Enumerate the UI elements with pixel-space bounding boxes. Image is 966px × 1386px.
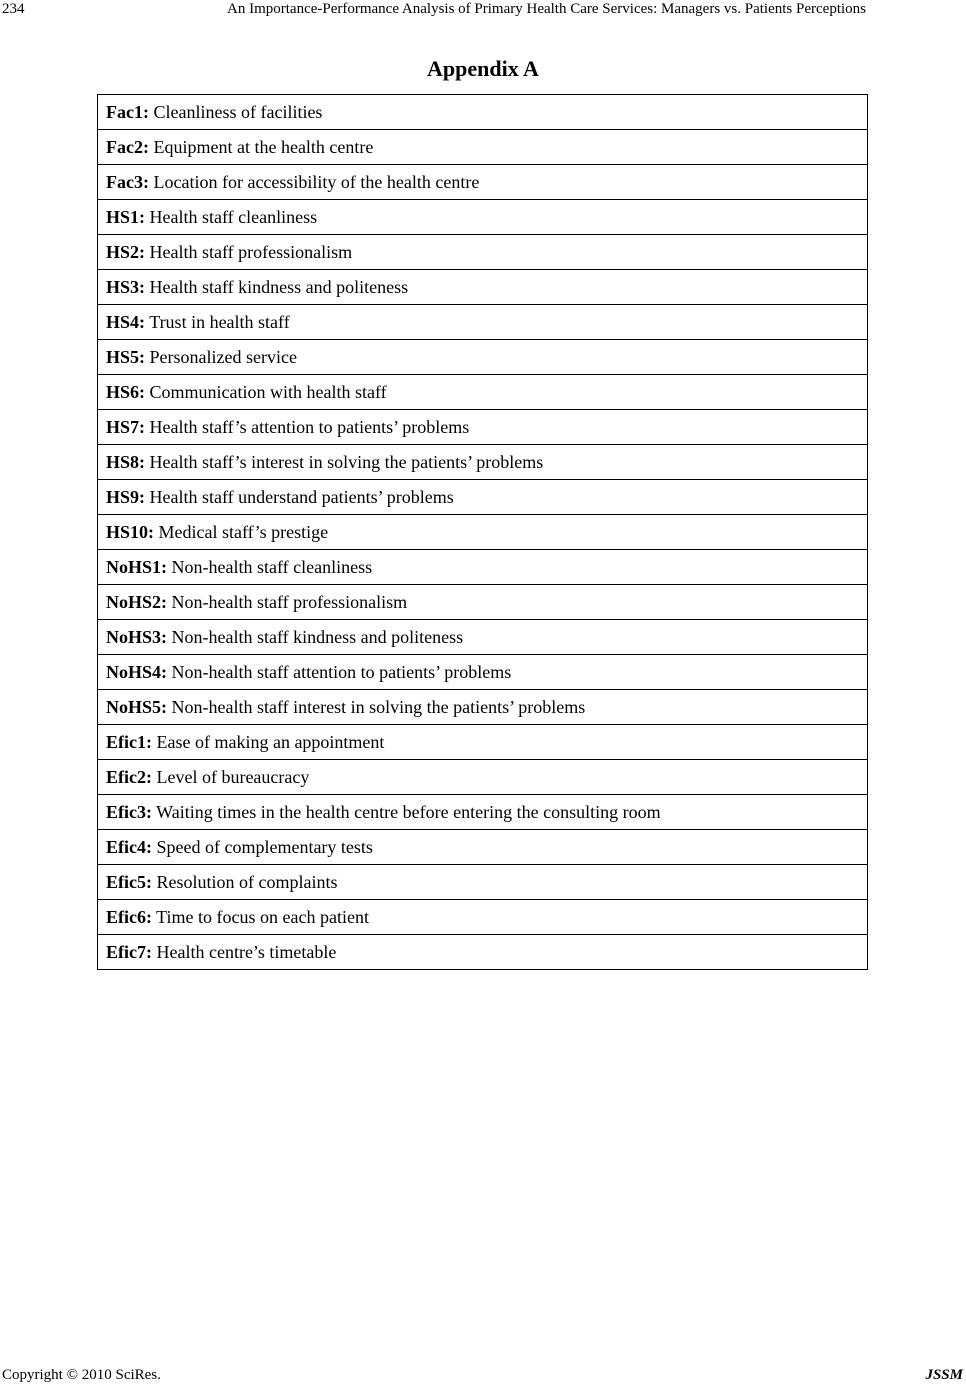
item-cell	[98, 200, 868, 235]
item-code: NoHS3:	[106, 627, 168, 647]
item-cell	[98, 795, 868, 830]
item-cell	[98, 830, 868, 865]
table-row	[98, 305, 868, 340]
item-cell	[98, 760, 868, 795]
item-table-body	[98, 95, 868, 970]
item-cell	[98, 620, 868, 655]
item-description: Trust in health staff	[149, 312, 290, 332]
table-row	[98, 235, 868, 270]
table-row	[98, 375, 868, 410]
table-row	[98, 200, 868, 235]
item-description: Personalized service	[149, 347, 297, 367]
table-row	[98, 935, 868, 970]
table-row	[98, 655, 868, 690]
table-row	[98, 725, 868, 760]
item-description: Non-health staff cleanliness	[171, 557, 373, 577]
item-code: HS5:	[106, 347, 146, 367]
item-description: Health centre’s timetable	[156, 942, 337, 962]
table-row	[98, 270, 868, 305]
item-cell	[98, 900, 868, 935]
footer-copyright: Copyright © 2010 SciRes.	[2, 1367, 161, 1383]
item-description: Cleanliness of facilities	[153, 102, 323, 122]
item-description: Non-health staff interest in solving the patients’ problems	[171, 697, 586, 717]
item-description: Non-health staff attention to patients’ problems	[171, 662, 512, 682]
item-code: HS7:	[106, 417, 146, 437]
table-row	[98, 620, 868, 655]
item-description: Health staff cleanliness	[149, 207, 318, 227]
item-cell	[98, 550, 868, 585]
item-code: NoHS4:	[106, 662, 168, 682]
item-description: Waiting times in the health centre before entering the consulting room	[156, 802, 661, 822]
item-description: Time to focus on each patient	[156, 907, 369, 927]
item-cell	[98, 375, 868, 410]
item-code: HS8:	[106, 452, 146, 472]
table-row	[98, 900, 868, 935]
table-row	[98, 760, 868, 795]
item-code: Efic4:	[106, 837, 152, 857]
table-row	[98, 585, 868, 620]
table-row	[98, 410, 868, 445]
item-description: Resolution of complaints	[156, 872, 338, 892]
item-code: Fac1:	[106, 102, 149, 122]
item-cell	[98, 585, 868, 620]
item-cell	[98, 515, 868, 550]
item-description: Location for accessibility of the health centre	[153, 172, 480, 192]
table-row	[98, 445, 868, 480]
item-description: Non-health staff professionalism	[171, 592, 408, 612]
item-cell	[98, 165, 868, 200]
page-number: 234	[2, 1, 25, 17]
table-row	[98, 515, 868, 550]
item-description: Health staff professionalism	[149, 242, 353, 262]
item-cell	[98, 305, 868, 340]
item-code: HS1:	[106, 207, 146, 227]
item-table	[97, 94, 868, 970]
item-cell	[98, 725, 868, 760]
item-code: NoHS1:	[106, 557, 168, 577]
item-cell	[98, 130, 868, 165]
item-description: Non-health staff kindness and politeness	[171, 627, 464, 647]
item-cell	[98, 235, 868, 270]
item-description: Equipment at the health centre	[153, 137, 374, 157]
item-code: HS6:	[106, 382, 146, 402]
table-row	[98, 550, 868, 585]
item-description: Communication with health staff	[149, 382, 387, 402]
item-cell	[98, 480, 868, 515]
item-cell	[98, 410, 868, 445]
item-code: Efic6:	[106, 907, 152, 927]
item-code: HS4:	[106, 312, 146, 332]
item-code: Efic7:	[106, 942, 152, 962]
item-code: HS3:	[106, 277, 146, 297]
item-cell	[98, 340, 868, 375]
item-cell	[98, 445, 868, 480]
item-description: Health staff kindness and politeness	[149, 277, 409, 297]
item-cell	[98, 935, 868, 970]
item-cell	[98, 655, 868, 690]
item-description: Health staff’s attention to patients’ problems	[149, 417, 470, 437]
item-code: Fac3:	[106, 172, 149, 192]
item-code: Fac2:	[106, 137, 149, 157]
appendix-title: Appendix A	[427, 56, 539, 81]
item-code: HS9:	[106, 487, 146, 507]
table-row	[98, 480, 868, 515]
item-description: Medical staff’s prestige	[158, 522, 329, 542]
item-code: Efic3:	[106, 802, 152, 822]
running-header: An Importance-Performance Analysis of Primary Health Care Services: Managers vs. Patients Perceptions	[227, 1, 866, 17]
item-description: Level of bureaucracy	[156, 767, 310, 787]
item-code: Efic1:	[106, 732, 152, 752]
item-description: Speed of complementary tests	[156, 837, 373, 857]
item-code: NoHS2:	[106, 592, 168, 612]
item-code: Efic5:	[106, 872, 152, 892]
item-code: HS2:	[106, 242, 146, 262]
table-row	[98, 865, 868, 900]
item-cell	[98, 690, 868, 725]
item-cell	[98, 865, 868, 900]
table-row	[98, 165, 868, 200]
table-row	[98, 795, 868, 830]
item-description: Health staff’s interest in solving the patients’ problems	[149, 452, 544, 472]
item-cell	[98, 95, 868, 130]
table-row	[98, 130, 868, 165]
table-row	[98, 340, 868, 375]
item-cell	[98, 270, 868, 305]
table-row	[98, 830, 868, 865]
item-description: Health staff understand patients’ problems	[149, 487, 454, 507]
item-code: Efic2:	[106, 767, 152, 787]
item-description: Ease of making an appointment	[156, 732, 385, 752]
table-row	[98, 95, 868, 130]
table-row	[98, 690, 868, 725]
item-code: HS10:	[106, 522, 155, 542]
footer-journal: JSSM	[925, 1367, 963, 1383]
item-code: NoHS5:	[106, 697, 168, 717]
